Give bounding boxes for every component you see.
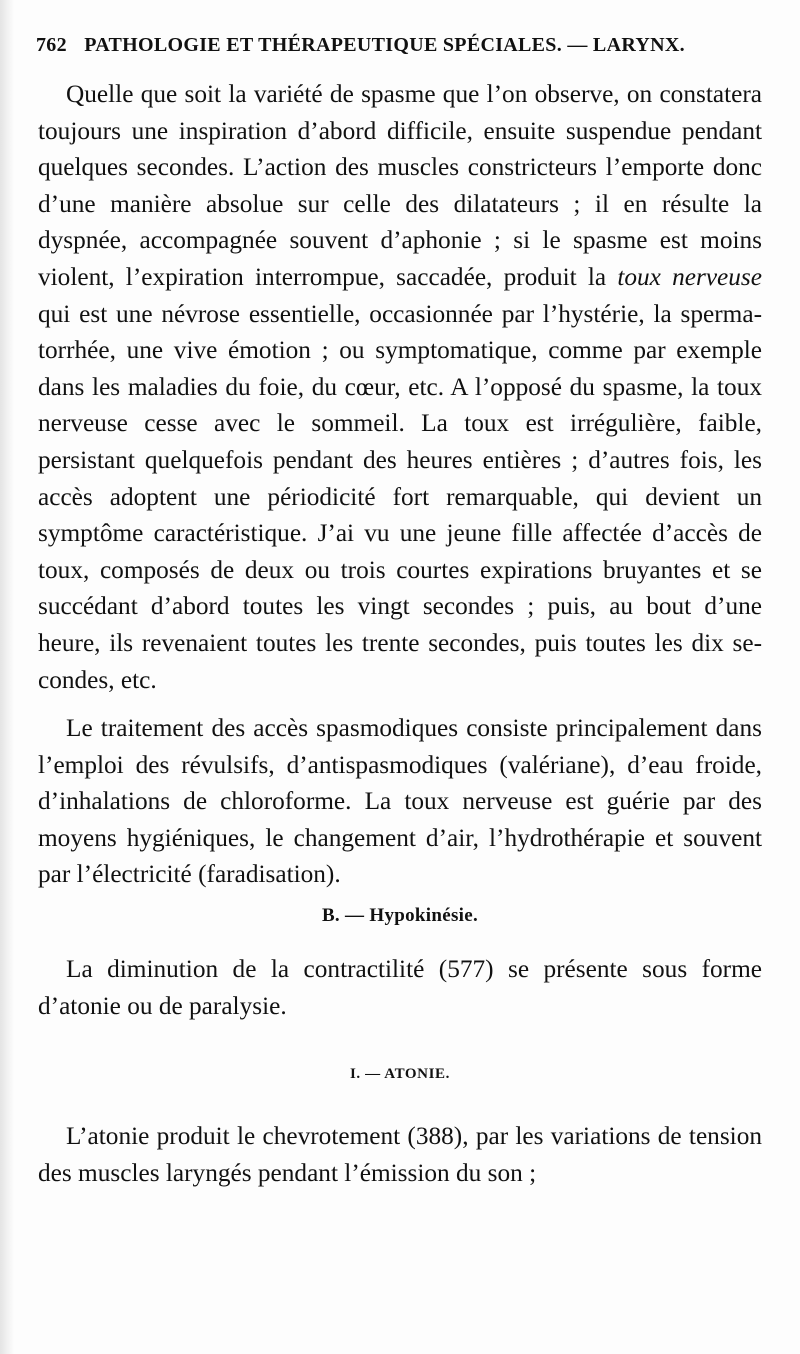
- paragraph-spasme: [38, 76, 762, 698]
- paragraph-traitement: Le traitement des accès spasmodiques consiste principalement dans l’emploi des révulsifs, d’antispasmodiques (valériane), d’eau froide, d’inhalations de chloroforme. La toux nerveuse est guérie par des moyens hygiéniques, le changement d’air, l’hydrothérapie et souvent par l’électricité (faradisation).: [38, 714, 762, 889]
- paragraph-spasme-text-1: Quelle que soit la variété de spasme que l’on observe, on constatera toujours une inspiration d’abord difficile, ensuite suspendue pendant quelques secondes. L’action des muscles constricteurs l’emporte donc d’une manière absolue sur celle des dilatateurs ; il en résulte la dyspnée, accompagnée souvent d’aphonie ; si le spasme est moins violent, l’expiration interrompue, saccadée, produit la: [38, 80, 762, 291]
- page-number: 762: [36, 34, 67, 56]
- body-text: [38, 76, 762, 1191]
- running-head: [36, 34, 766, 57]
- paragraph-atonie: L’atonie produit le chevrotement (388), par les variations de tension des muscles laryngés pendant l’émission du son ;: [38, 1122, 762, 1187]
- subsection-heading-atonie: I. — ATONIE.: [349, 1066, 450, 1083]
- section-heading-hypokinesie: B. — Hypokinésie.: [321, 905, 479, 927]
- paragraph-spasme-text-2: qui est une névrose essentielle, occasionnée par l’hystérie, la spermatorrhée, une vive émotion ; ou symptomatique, comme par exemple dans les maladies du foie, du cœur, etc. A l’opposé du spasme, la toux nerveuse cesse avec le sommeil. La toux est irrégulière, faible, persistant quelquefois pendant des heures entières ; d’autres fois, les accès adoptent une périodicité fort remarquable, qui devient un symptôme caractéristique. J’ai vu une jeune fille affectée d’accès de toux, composés de deux ou trois courtes expirations bruyantes et se succédant d’abord toutes les vingt secondes ; puis, au bout d’une heure, ils revenaient toutes les trente secondes, puis toutes les dix secondes, etc.: [38, 299, 762, 694]
- paragraph-diminution: La diminution de la contractilité (577) se présente sous forme d’atonie ou de paralysie.: [38, 955, 762, 1020]
- running-title: PATHOLOGIE ET THÉRAPEUTIQUE SPÉCIALES. — LARYNX.: [84, 34, 685, 56]
- italic-term-toux-nerveuse: toux nerveuse: [617, 262, 763, 291]
